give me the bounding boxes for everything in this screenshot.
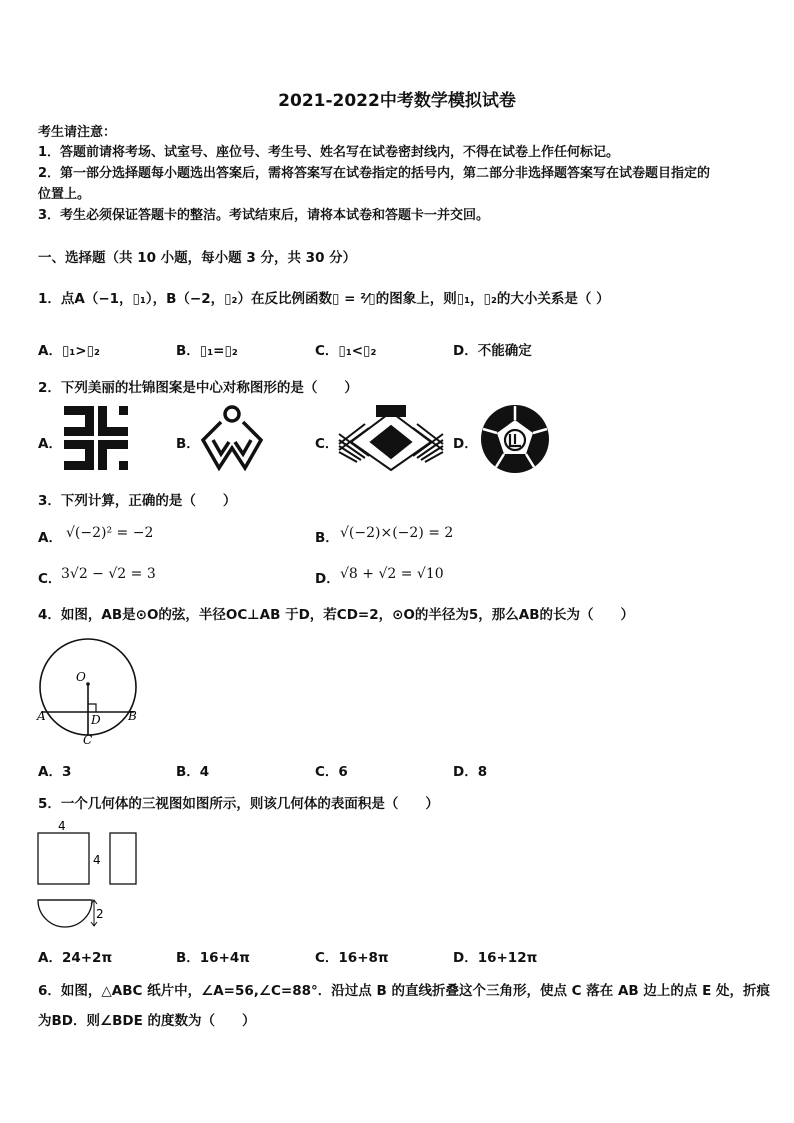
- question-3-option-b-label: B．: [315, 530, 339, 546]
- question-2-option-b: B．: [176, 436, 200, 452]
- label-c: C: [83, 733, 93, 747]
- section-heading: 一、选择题（共 10 小题，每小题 3 分，共 30 分）: [38, 250, 357, 266]
- question-2-stem: 2．下列美丽的壮锦图案是中心对称图形的是（ ）: [38, 380, 358, 396]
- three-views-figure: [36, 818, 146, 934]
- question-3-option-a-label: A．: [38, 530, 62, 546]
- note-line-1: 1．答题前请将考场、试室号、座位号、考生号、姓名写在试卷密封线内，不得在试卷上作任何标记。: [38, 145, 620, 160]
- question-5-option-a: A．24+2π: [38, 950, 113, 966]
- label-o: O: [76, 670, 86, 684]
- question-3-option-d-label: D．: [315, 571, 340, 587]
- question-5-option-b: B．16+4π: [176, 950, 250, 966]
- question-5-option-d: D．16+12π: [453, 950, 538, 966]
- question-1-option-c: C．▯₁<▯₂: [315, 343, 377, 359]
- question-1-option-a: A．▯₁>▯₂: [38, 343, 100, 359]
- pattern-d-image: [480, 404, 550, 474]
- question-2-option-a: A．: [38, 436, 62, 452]
- dim-height: 2: [96, 907, 104, 921]
- question-4-option-c: C．6: [315, 764, 348, 780]
- question-6-line-1: 6．如图，△ABC 纸片中，∠A=56,∠C=88°．沿过点 B 的直线折叠这个三角形，使点 C 落在 AB 边上的点 E 处，折痕: [38, 983, 771, 999]
- question-1-option-d: D．不能确定: [453, 343, 532, 359]
- note-line-3: 3．考生必须保证答题卡的整洁。考试结束后，请将本试卷和答题卡一并交回。: [38, 208, 490, 223]
- label-d: D: [91, 713, 101, 727]
- notes-heading: 考生请注意：: [38, 125, 117, 140]
- question-1-option-b: B．▯₁=▯₂: [176, 343, 238, 359]
- pattern-b-image: [199, 404, 265, 472]
- circle-figure: [36, 634, 140, 746]
- question-5-stem: 5．一个几何体的三视图如图所示，则该几何体的表面积是（ ）: [38, 796, 439, 812]
- question-4-option-d: D．8: [453, 764, 488, 780]
- note-line-2a: 2．第一部分选择题每小题选出答案后，需将答案写在试卷指定的括号内，第二部分非选择题答案写在试卷题目指定的: [38, 166, 711, 181]
- question-3-option-c-label: C．: [38, 571, 62, 587]
- label-b: B: [128, 709, 137, 723]
- question-3-stem: 3．下列计算，正确的是（ ）: [38, 493, 237, 509]
- dim-top: 4: [58, 819, 66, 833]
- note-line-2b: 位置上。: [38, 187, 91, 202]
- question-3-option-d-expr: √8 + √2 = √10: [340, 566, 444, 582]
- question-3-option-c-expr: 3√2 − √2 = 3: [61, 566, 156, 582]
- question-3-option-b-expr: √(−2)×(−2) = 2: [340, 525, 454, 541]
- question-2-option-d: D．: [453, 436, 478, 452]
- question-1-stem: 1．点A（−1，▯₁），B（−2，▯₂）在反比例函数▯ = ²⁄▯的图象上，则▯₁，▯₂的大小关系是（ ）: [38, 291, 610, 307]
- page-title: 2021-2022中考数学模拟试卷: [278, 91, 516, 111]
- question-5-option-c: C．16+8π: [315, 950, 389, 966]
- dim-side: 4: [93, 853, 101, 867]
- question-4-option-b: B．4: [176, 764, 210, 780]
- pattern-a-image: [64, 406, 128, 470]
- question-3-option-a-expr: √(−2)² = −2: [66, 525, 154, 541]
- question-4-stem: 4．如图，AB是⊙O的弦，半径OC⊥AB 于D，若CD=2，⊙O的半径为5，那么AB的长为（ ）: [38, 607, 635, 623]
- question-2-option-c: C．: [315, 436, 339, 452]
- label-a: A: [37, 709, 46, 723]
- question-6-line-2: 为BD．则∠BDE 的度数为（ ）: [38, 1013, 256, 1029]
- question-4-option-a: A．3: [38, 764, 72, 780]
- pattern-c-image: [339, 404, 443, 474]
